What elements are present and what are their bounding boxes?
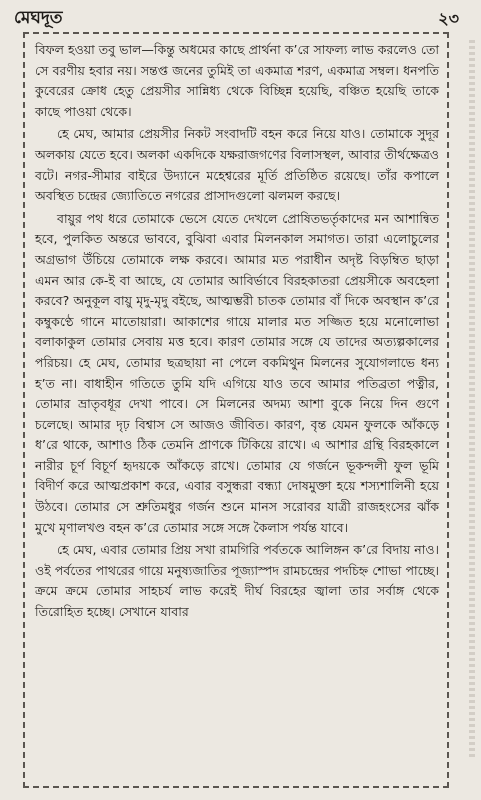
paragraph-4: হে মেঘ, এবার তোমার প্রিয় সখা রামগিরি পর্বতকে আলিঙ্গন ক’রে বিদায় নাও। ওই পর্বতের পাথরের গায়ে মনুষ্যজাতির পূজ্যাস্পদ রামচন্দ্রের পদচিহ্ন শোভা পাচ্ছে। ক্রমে ক্রমে তোমার সাহচর্য লাভ করেই দীর্ঘ বিরহের জ্বালা তার সর্বাঙ্গ থেকে তিরোহিত হচ্ছে। সেখানে যাবার	[35, 542, 439, 620]
paragraph-1: বিফল হওয়া তবু ভাল—কিন্তু অধমের কাছে প্রার্থনা ক’রে সাফল্য লাভ করলেও তো সে বরণীয় হবার নয়। সন্তপ্ত জনের তুমিই তা একমাত্র শরণ, একমাত্র সম্বল। ধনপতি কুবেরের ক্রোধ হেতু প্রেয়সীর সান্নিধ্য থেকে বিচ্ছিন্ন হয়েছি, বঞ্চিত হয়েছি তাকে কাছে পাওয়া থেকে।	[35, 42, 439, 119]
book-title: মেঘদূত	[14, 8, 63, 28]
binding-gutter	[469, 40, 475, 760]
paragraph-3: বায়ুর পথ ধরে তোমাকে ভেসে যেতে দেখলে প্রোষিতভর্তৃকাদের মন আশান্বিত হবে, পুলকিত অন্তরে ভাববে, বুঝিবা এবার মিলনকাল সমাগত। তারা এলোচুলের অগ্রভাগ উঁচিয়ে তোমাকে লক্ষ করবে। আমার মত পরাধীন অদৃষ্ট বিড়ম্বিত ছাড়া এমন আর কে-ই বা আছে, যে তোমার আবির্ভাবে বিরহকাতরা প্রেয়সীকে অবহেলা করবে? অনুকূল বায়ু মৃদু-মৃদু বইছে, আত্মম্ভরী চাতক তোমার বাঁ দিকে অবস্থান ক’রে কম্বুকণ্ঠে গানে মাতোয়ারা। আকাশের গায়ে মালার মত সজ্জিত হয়ে মনোলোভা বলাকাকুল তোমার সেবায় মত্ত হবে। কারণ তোমার সঙ্গে যে তাদের অত্যল্পকালের পরিচয়। হে মেঘ, তোমার ছত্রছায়া না পেলে বকমিথুন মিলনের সুযোগলাভে ধন্য হ’ত না। বাধাহীন গতিতে তুমি যদি এগিয়ে যাও তবে আমার পতিব্রতা পত্নীর, তোমার ভ্রাতৃবধূর দেখা পাবে। সে মিলনের অদম্য আশা বুকে নিয়ে দিন গুণে চলেছে। আমার দৃঢ় বিশ্বাস সে আজও জীবিত। কারণ, বৃন্ত যেমন ফুলকে আঁকড়ে ধ’রে থাকে, আশাও ঠিক তেমনি প্রাণকে টিকিয়ে রাখে। এ আশার গ্রন্থি বিরহকালে নারীর চূর্ণ বিচূর্ণ হৃদয়কে আঁকড়ে রাখে। তোমার যে গর্জনে ভূকন্দলী ফুল ভূমি বিদীর্ণ করে আত্মপ্রকাশ করে, এবার বসুন্ধরা বন্ধ্যা দোষমুক্তা হয়ে শস্যশালিনী হয়ে উঠবে। তোমার সে শ্রুতিমধুর গর্জন শুনে মানস সরোবর যাত্রী রাজহংসের ঝাঁক মুখে মৃণালখণ্ড বহন ক’রে তোমার সঙ্গে সঙ্গে কৈলাস পর্যন্ত যাবে।	[35, 210, 439, 535]
paragraph-2: হে মেঘ, আমার প্রেয়সীর নিকট সংবাদটি বহন করে নিয়ে যাও। তোমাকে সুদূর অলকায় যেতে হবে। অলকা একদিকে যক্ষরাজগণের বিলাসস্থল, আবার তীর্থক্ষেত্রও বটে। নগর-সীমার বাইরে উদ্যানে মহেশ্বরের মূর্তি প্রতিষ্ঠিত রয়েছে। তাঁর কপালে অবস্থিত চন্দ্রের জ্যোতিতে নগরের প্রাসাদগুলো ঝলমল করছে।	[35, 126, 439, 204]
running-header	[14, 6, 459, 32]
page-number: ২৩	[438, 8, 459, 28]
text-frame	[23, 32, 449, 788]
